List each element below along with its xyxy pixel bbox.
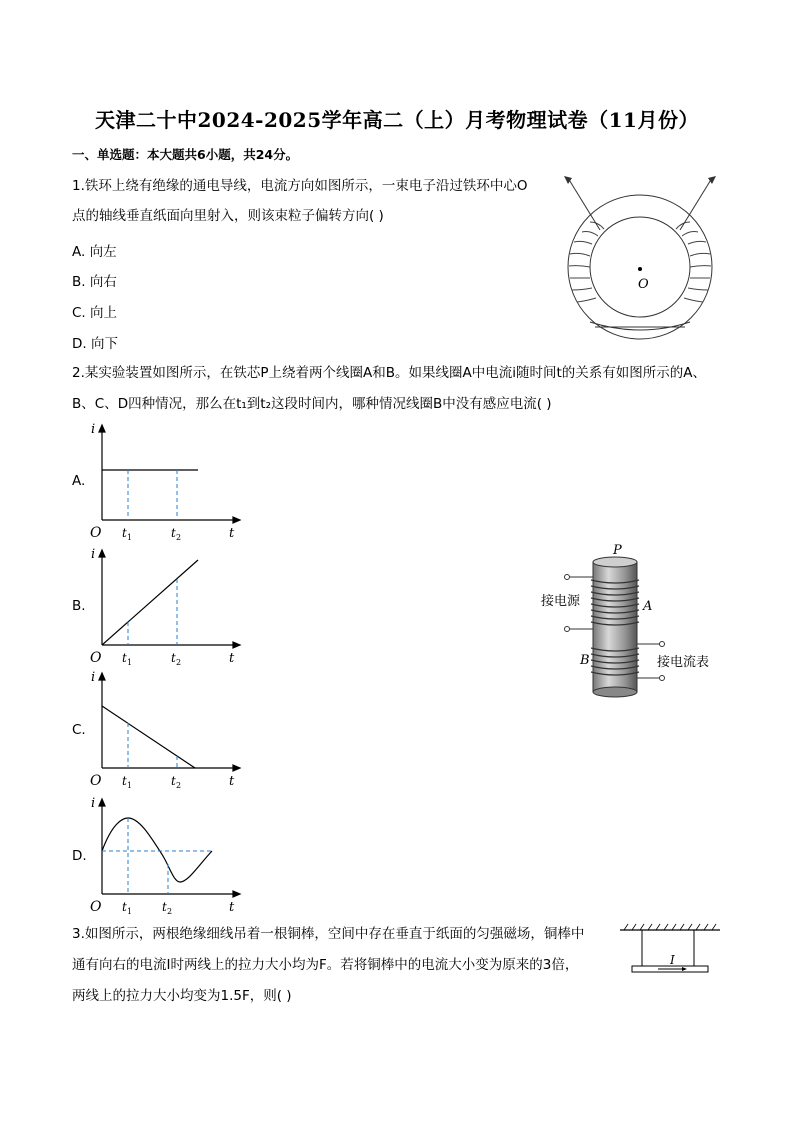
core-label: P <box>613 543 622 558</box>
q2-graph-c <box>88 668 248 793</box>
q2-graph-a <box>88 420 248 545</box>
graph-b-origin: O <box>90 650 102 666</box>
graph-c-t2-sub: 2 <box>176 781 182 790</box>
graph-d-t2-sub: 2 <box>167 907 173 916</box>
q2-option-a: A. <box>72 473 86 489</box>
graph-c-y-label: i <box>91 670 96 685</box>
q3-line2: 通有向右的电流I时两线上的拉力大小均为F。若将铜棒中的电流大小变为原来的3倍， <box>72 957 579 973</box>
graph-b-t1: t <box>122 651 127 665</box>
graph-b-t2-sub: 2 <box>176 658 182 667</box>
graph-a-t1: t <box>122 526 127 540</box>
graph-c-t1: t <box>122 774 127 788</box>
q1-toroid-figure <box>560 172 730 342</box>
meter-label: 接电流表 <box>657 655 710 670</box>
graph-d-t2: t <box>162 900 167 914</box>
section-heading: 一、单选题：本大题共6小题，共24分。 <box>72 147 299 162</box>
graph-d-y-label: i <box>91 796 96 811</box>
q2-option-b: B. <box>72 598 86 614</box>
power-label: 接电源 <box>541 594 581 609</box>
q2-option-c: C. <box>72 722 86 738</box>
graph-b-t1-sub: 1 <box>127 658 133 667</box>
q1-option-b: B. 向右 <box>72 274 117 290</box>
graph-d-x-label: t <box>229 900 235 915</box>
q2-option-d: D. <box>72 848 87 864</box>
q2-graph-d <box>88 794 248 919</box>
q3-line1: 3.如图所示，两根绝缘细线吊着一根铜棒，空间中存在垂直于纸面的匀强磁场，铜棒中 <box>72 926 585 942</box>
graph-b-x-label: t <box>229 651 235 666</box>
q3-line3: 两线上的拉力大小均变为1.5F，则( ) <box>72 988 292 1004</box>
q2-graph-b <box>88 545 248 670</box>
q1-option-c: C. 向上 <box>72 305 118 321</box>
graph-b-y-label: i <box>91 547 96 562</box>
coil-a-label: A <box>643 599 653 614</box>
q1-center-label: O <box>638 277 649 292</box>
q1-line2: 点的轴线垂直纸面向里射入，则该束粒子偏转方向( ) <box>72 208 384 224</box>
coil-b-label: B <box>580 653 590 668</box>
graph-a-t2: t <box>171 526 176 540</box>
page-title: 天津二十中2024-2025学年高二（上）月考物理试卷（11月份） <box>95 108 699 132</box>
graph-d-t1-sub: 1 <box>127 907 133 916</box>
graph-a-y-label: i <box>91 422 96 437</box>
graph-c-t1-sub: 1 <box>127 781 133 790</box>
q2-line1: 2.某实验装置如图所示，在铁芯P上绕着两个线圈A和B。如果线圈A中电流i随时间t的关系有如图所示的A、 <box>72 365 707 381</box>
graph-d-origin: O <box>90 899 102 915</box>
q1-option-d: D. 向下 <box>72 336 118 352</box>
graph-a-t1-sub: 1 <box>127 533 133 542</box>
graph-c-x-label: t <box>229 774 235 789</box>
graph-d-t1: t <box>122 900 127 914</box>
q3-rod-figure <box>618 922 728 978</box>
graph-a-origin: O <box>90 525 102 541</box>
graph-c-t2: t <box>171 774 176 788</box>
q3-current-label: I <box>670 953 675 967</box>
q1-line1: 1.铁环上绕有绝缘的通电导线，电流方向如图所示，一束电子沿过铁环中心O <box>72 178 528 194</box>
graph-b-t2: t <box>171 651 176 665</box>
q1-option-a: A. 向左 <box>72 244 117 260</box>
q2-apparatus-figure <box>535 540 745 705</box>
graph-c-origin: O <box>90 773 102 789</box>
q2-line2: B、C、D四种情况，那么在t₁到t₂这段时间内，哪种情况线圈B中没有感应电流( ) <box>72 396 552 412</box>
graph-a-x-label: t <box>229 526 235 541</box>
graph-a-t2-sub: 2 <box>176 533 182 542</box>
